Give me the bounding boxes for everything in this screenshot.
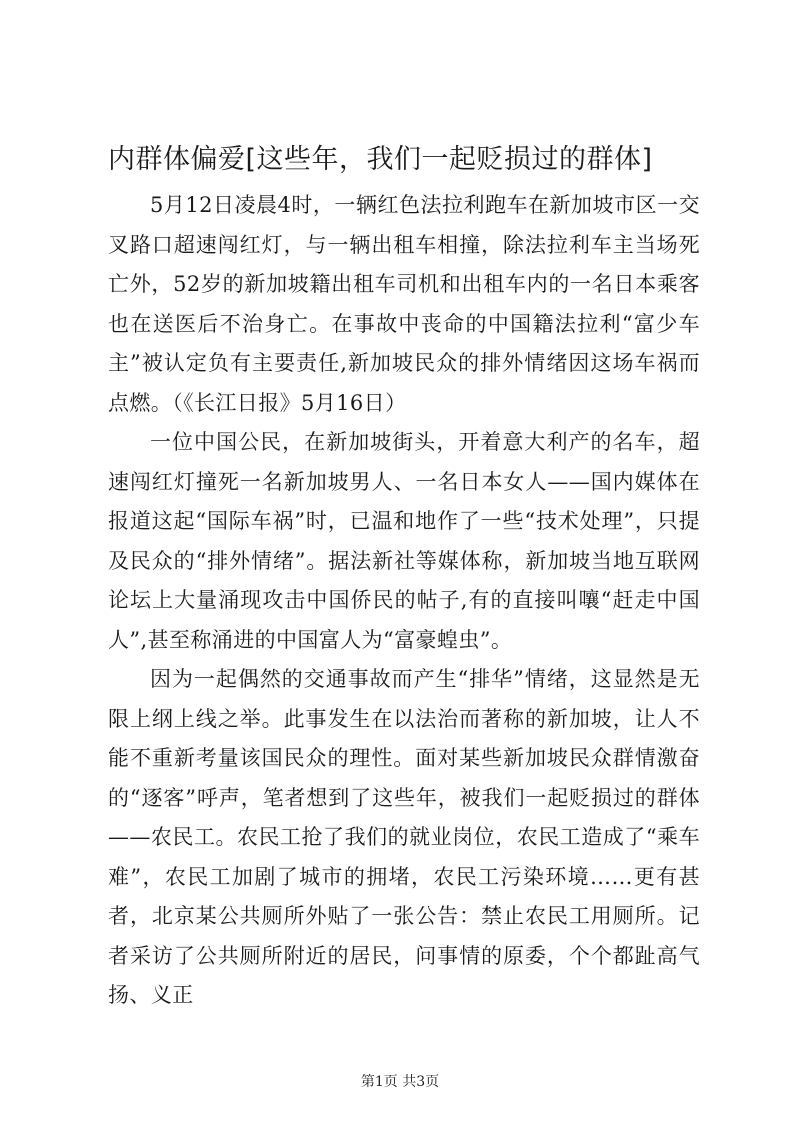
page-number: 第1页 共3页 [360,1074,440,1090]
paragraph-1: 5月12日凌晨4时，一辆红色法拉利跑车在新加坡市区一交叉路口超速闯红灯，与一辆出租车相撞，除法拉利车主当场死亡外，52岁的新加坡籍出租车司机和出租车内的一名日本乘客也在送医后不治身亡。在事故中丧命的中国籍法拉利“富少车主”被认定负有主要责任,新加坡民众的排外情绪因这场车祸而点燃。（《长江日报》5月16日） [108,193,700,415]
paragraph-3: 因为一起偶然的交通事故而产生“排华”情绪，这显然是无限上纲上线之举。此事发生在以法治而著称的新加坡，让人不能不重新考量该国民众的理性。面对某些新加坡民众群情激奋的“逐客”呼声，笔者想到了这些年，被我们一起贬损过的群体——农民工。农民工抢了我们的就业岗位，农民工造成了“乘车难”，农民工加剧了城市的拥堵，农民工污染环境……更有甚者，北京某公共厕所外贴了一张公告：禁止农民工用厕所。记者采访了公共厕所附近的居民，问事情的原委，个个都趾高气扬、义正 [108,667,700,1007]
document-title: 内群体偏爱[这些年，我们一起贬损过的群体] [108,144,653,175]
document-body [108,186,700,1016]
paragraph-2: 一位中国公民，在新加坡街头，开着意大利产的名车，超速闯红灯撞死一名新加坡男人、一名日本女人——国内媒体在报道这起“国际车祸”时，已温和地作了一些“技术处理”，只提及民众的“排外情绪”。据法新社等媒体称，新加坡当地互联网论坛上大量涌现攻击中国侨民的帖子,有的直接叫嚷“赶走中国人”,甚至称涌进的中国富人为“富豪蝗虫”。 [108,430,700,652]
